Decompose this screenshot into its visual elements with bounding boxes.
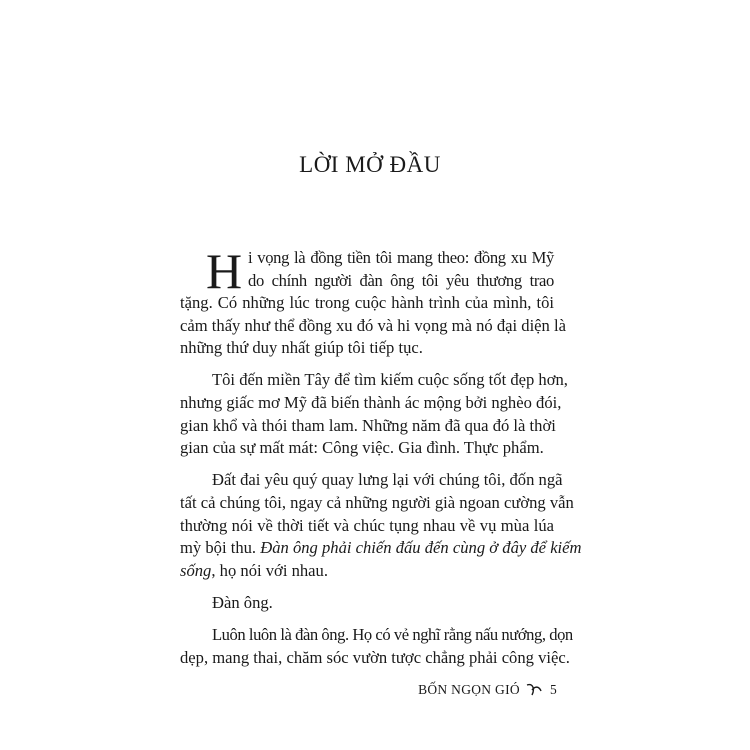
text-line: Luôn luôn là đàn ông. Họ có vẻ nghĩ rằng nấu nướng, dọn [212,624,573,644]
text-line: gian khổ và thói tham lam. Những năm đã qua đó là thời [180,415,556,435]
paragraph-1 [180,243,566,360]
book-title: BỐN NGỌN GIÓ [418,682,520,697]
text-plain: mỳ bội thu. [180,538,261,558]
running-footer [418,682,557,698]
paragraph-5 [180,624,573,669]
page-number: 5 [549,682,557,697]
text-line: dẹp, mang thai, chăm sóc vườn tược chẳng phải công việc. [180,647,570,667]
paragraph-2 [180,369,568,459]
paragraph-4 [180,592,554,615]
text-line: do chính người đàn ông tôi yêu thương trao [248,270,554,290]
text-line: tặng. Có những lúc trong cuộc hành trình của mình, tôi [180,293,554,313]
text-line: nhưng giấc mơ Mỹ đã biến thành ác mộng bởi nghèo đói, [180,393,562,413]
swirl-ornament-icon [526,683,544,697]
text-line [180,560,554,583]
drop-cap: H [206,243,243,299]
text-line: i vọng là đồng tiền tôi mang theo: đồng xu Mỹ [248,248,554,267]
chapter-title: LỜI MỞ ĐẦU [299,152,441,177]
text-line: Đàn ông. [212,592,273,612]
text-line [180,537,582,560]
text-line: cảm thấy như thể đồng xu đó và hi vọng mà nó đại diện là [180,315,566,335]
text-line: thường nói về thời tiết và chúc tụng nhau về vụ mùa lúa [180,515,554,535]
text-line: những thứ duy nhất giúp tôi tiếp tục. [180,338,423,358]
text-italic-quote: sống [180,560,212,580]
text-italic-quote: Đàn ông phải chiến đấu đến cùng ở đây để kiếm [260,538,582,558]
text-line: gian của sự mất mát: Công việc. Gia đình. Thực phẩm. [180,438,544,458]
text-line: tất cả chúng tôi, ngay cả những người già ngoan cường vẫn [180,492,574,512]
chapter-body [180,243,582,679]
text-line: Tôi đến miền Tây để tìm kiếm cuộc sống tốt đẹp hơn, [212,370,568,390]
text-plain: , họ nói với nhau. [211,560,328,580]
paragraph-3 [180,469,582,582]
text-line: Đất đai yêu quý quay lưng lại với chúng tôi, đốn ngã [212,470,563,490]
